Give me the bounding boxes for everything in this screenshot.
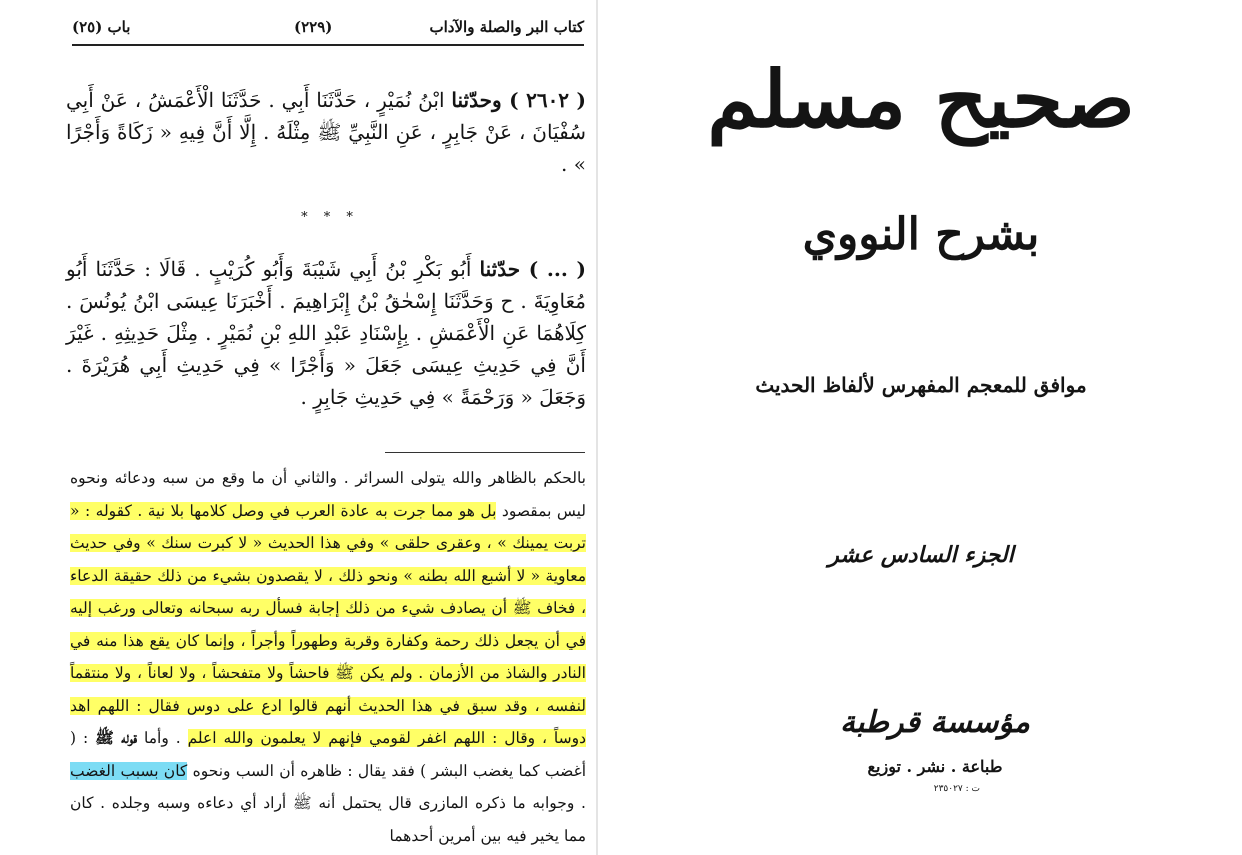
publisher-tagline: طباعة . نشر . توزيع: [867, 757, 1003, 776]
yellow-highlight: بل هو مما جرت به عادة العرب في وصل كلامها بلا نية . كقوله : « تربت يمينك » ، وعقرى حلقى » وفي هذا الحديث « لا كبرت سنك » وفي حديث معاوية « لا أشبع الله بطنه » ونحو ذلك ، لا يقصدون بشيء من ذلك حقيقة الدعاء ، فخاف ﷺ أن يصادف شيء من ذلك إجابة فسأل ربه سبحانه وتعالى ورغب إليه في أن يجعل ذلك رحمة وكفارة وقربة وطهوراً وأجراً ، وإنما كان يقع هذا منه في النادر والشاذ من الأزمان . ولم يكن ﷺ فاحشاً ولا متفحشاً ، ولا لعاناً ، ولا منتقماً لنفسه ، وقد سبق في هذا الحديث أنهم قالوا ادع على دوس فقال : اللهم اهد دوساً ، وقال : اللهم اغفر لقومي فإنهم لا يعلمون والله اعلم: [70, 501, 587, 747]
hadith-number: ( ٢٦٠٢ ) وحدّثنا: [451, 88, 587, 112]
cover-subtitle: بشرح النووي: [802, 209, 1040, 260]
page-divider: [596, 0, 598, 855]
commentary-bold-phrase: قوله ﷺ: [95, 728, 138, 747]
hadith-2602: [66, 84, 586, 180]
commentary-rule: [385, 452, 585, 453]
left-page: [0, 0, 600, 855]
header-book-title: كتاب البر والصلة والآداب: [429, 18, 584, 36]
cover-page: [600, 0, 1242, 855]
header-rule: [72, 44, 584, 46]
running-header: [72, 18, 584, 44]
commentary-text: : ( أغضب كما يغضب البشر ) فقد يقال : ظاهره أن السب ونحوه: [70, 729, 586, 780]
commentary: [70, 462, 586, 852]
section-separator: * * *: [301, 210, 359, 225]
cover-title: صحيح مسلم: [707, 54, 1135, 146]
commentary-text: . وجوابه ما ذكره المازرى قال يحتمل أنه ﷺ أراد أي دعاءه وسبه وجلده . كان مما يخير فيه بين أمرين أحدهما: [70, 794, 586, 845]
publisher-block: [830, 692, 1040, 812]
header-chapter-number: باب (٢٥): [72, 18, 131, 36]
publisher-name: مؤسسة قرطبة: [840, 705, 1030, 740]
cover-volume: الجزء السادس عشر: [828, 542, 1014, 568]
cover-note: موافق للمعجم المفهرس لألفاظ الحديث: [755, 373, 1087, 397]
commentary-text: . وأما: [137, 729, 188, 747]
hadith-lead: ( ... ) حدّثنا: [479, 257, 586, 281]
commentary-text: بالحكم بالظاهر والله يتولى السرائر . والثاني أن ما وقع من سبه ودعائه ونحوه ليس بمقصود: [70, 469, 587, 520]
header-page-number: (٢٢٩): [294, 18, 333, 36]
hadith-text: أَبُو بَكْرِ بْنُ أَبِي شَيْبَةَ وَأَبُو كُرَيْبٍ . قَالَا : حَدَّثَنَا أَبُو مُعَاوِيَةَ . ح وَحَدَّثَنَا إِسْحٰقُ بْنُ إِبْرَاهِيمَ . أَخْبَرَنَا عِيسَى ابْنُ يُونُسَ . كِلَاهُمَا عَنِ الْأَعْمَشِ . بِإِسْنَادِ عَبْدِ اللهِ بْنِ نُمَيْرٍ . مِثْلَ حَدِيثِهِ . غَيْرَ أَنَّ فِي حَدِيثِ عِيسَى جَعَلَ « وَأَجْرًا » فِي حَدِيثِ أَبِي هُرَيْرَةَ . وَجَعَلَ « وَرَحْمَةً » فِي حَدِيثِ جَابِرٍ .: [66, 257, 586, 409]
hadith-text: ابْنُ نُمَيْرٍ ، حَدَّثَنَا أَبِي . حَدَّثَنَا الْأَعْمَشُ ، عَنْ أَبِي سُفْيَانَ ، عَنْ جَابِرٍ ، عَنِ النَّبِيِّ ﷺ مِثْلَهُ . إِلَّا أَنَّ فِيهِ « زَكَاةً وَأَجْرًا » .: [66, 88, 586, 176]
blue-highlight: كان بسبب الغضب: [70, 761, 188, 780]
publisher-phone: ت : ٢٣٥٠٢٧: [933, 784, 980, 794]
hadith-variant: [66, 253, 586, 413]
